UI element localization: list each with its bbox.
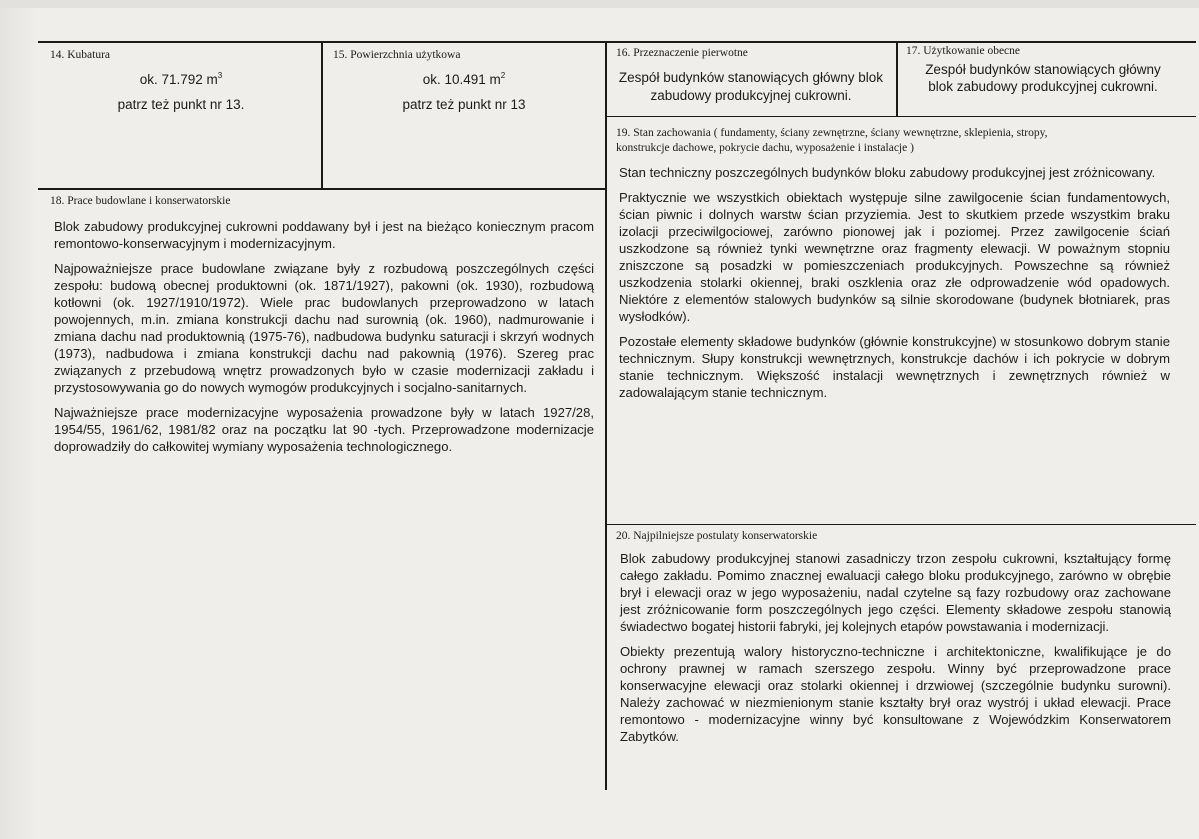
scan-top-edge (0, 0, 1199, 8)
kubatura-value (50, 70, 312, 89)
rule-above-18 (38, 188, 606, 190)
section-15-header: 15. Powierzchnia użytkowa (333, 49, 461, 61)
section-20-header: 20. Najpilniejsze postulaty konserwatorskie (616, 530, 818, 542)
kubatura-number: ok. 71.792 m (139, 72, 218, 87)
section-16-header: 16. Przeznaczenie pierwotne (616, 47, 748, 59)
stan-text (619, 164, 1170, 409)
stan-paragraph-1: Stan techniczny poszczególnych budynków bloku zabudowy produkcyjnej jest zróżnicowany. (619, 165, 1156, 180)
powierzchnia-value (333, 70, 595, 89)
section-17-header: 17. Użytkowanie obecne (906, 45, 1021, 57)
prace-paragraph-3: Najważniejsze prace modernizacyjne wyposażenia prowadzone były w latach 1927/28, 1954/55, 1961/62, 1981/82 oraz na początku lat 90 -tych. Przeprowadzone modernizacje doprowadziły do całkowitej wymiany wyposażenia technologicznego. (54, 405, 594, 454)
powierzchnia-unit-exponent: 2 (500, 71, 506, 80)
prace-paragraph-2: Najpoważniejsze prace budowlane związane były z rozbudową poszczególnych części zespołu: budową obecnej produktowni (ok. 1871/1927), pakowni (ok. 1930), rozbudową kotłowni (ok. 1927/1910/1972). Wiele prac budowlanych przeprowadzono w latach powojennych, m.in. zmiana konstrukcji dachu nad surownią (ok. 1960), nadmurowanie i zmiana dachu nad produktownią (1975-76), nadbudowa budynku saturacji i skrzyń wodnych (1973), nadbudowa i zmiana konstrukcji dachu nad pakownią (1976). Szereg prac związanych z przebudową wnętrz prowadzonych było w czasie modernizacji zakładu i przystosowywania go do nowych wymogów produkcyjnych i socjalno-sanitarnych. (54, 261, 594, 395)
przeznaczenie-line-1: Zespół budynków stanowiących główny blok (618, 70, 884, 85)
section-18-header: 18. Prace budowlane i konserwatorskie (50, 195, 231, 207)
section-19-header-line-2: konstrukcje dachowe, pokrycie dachu, wyposażenie i instalacje ) (616, 142, 914, 154)
powierzchnia-note: patrz też punkt nr 13 (402, 97, 526, 112)
stan-paragraph-2: Praktycznie we wszystkich obiektach występuje silne zawilgocenie ścian fundamentowych, ścian piwnic i dolnych warstw ścian przyziemia. Jest to skutkiem przede wszystkim braku izolacji przeciwilgociowej, zarówno pionowej jak i poziomej. Przez zawilgocenie ściań uszkodzone są również tynki wewnętrzne oraz fragmenty elewacji. W poważnym stopniu zniszczone są posadzki w pomieszczeniach produkcyjnych. Powszechne są również uszkodzenia stolarki okiennej, braki oszklenia oraz złe odprowadzenie wód opadowych. Niektóre z elementów stalowych budynków są silnie skorodowane (budynek błotniarek, pras wysłodków). (619, 190, 1170, 324)
top-rule (38, 41, 1196, 43)
powierzchnia-number: ok. 10.491 m (422, 72, 501, 87)
kubatura-note: patrz też punkt nr 13. (117, 97, 245, 112)
prace-paragraph-1: Blok zabudowy produkcyjnej cukrowni poddawany był i jest na bieżąco koniecznym pracom remontowo-konserwacyjnym i modernizacyjnym. (54, 219, 594, 251)
stan-paragraph-3: Pozostałe elementy składowe budynków (głównie konstrukcyjne) w stosunkowo dobrym stanie technicznym. Słupy konstrukcji wewnętrznych, konstrukcje dachów i ich pokrycie w dobrym stanie technicznym. Większość instalacji wewnętrznych i zewnętrznych również w zadowalającym stanie technicznym. (619, 334, 1170, 400)
section-19-header-line-1: 19. Stan zachowania ( fundamenty, ściany zewnętrzne, ściany wewnętrzne, sklepienia, stropy, (616, 127, 1048, 139)
scan-margin (0, 0, 38, 839)
prace-text (54, 218, 594, 463)
divider-14-15 (321, 42, 323, 188)
przeznaczenie-line-2: zabudowy produkcyjnej cukrowni. (650, 88, 852, 103)
section-14-header: 14. Kubatura (50, 49, 111, 61)
divider-main (605, 42, 607, 790)
uzytkowanie-line-1: Zespół budynków stanowiących główny (925, 62, 1161, 77)
postulaty-paragraph-1: Blok zabudowy produkcyjnej stanowi zasadniczy trzon zespołu cukrowni, kształtujący formę całego zakładu. Pomimo znacznej ewaluacji całego bloku produkcyjnego, zarówno w obrębie brył i elewacji oraz w jego wyposażeniu, nadal czytelne są fazy rozbudowy oraz zachowane jest zróżnicowanie form poszczególnych jego części. Elementy składowe zespołu stanowią świadectwo bogatej historii fabryki, jej kolejnych etapów powstawania i modernizacji. (620, 551, 1171, 634)
rule-above-20 (606, 524, 1196, 525)
kubatura-unit-exponent: 3 (217, 71, 223, 80)
postulaty-paragraph-2: Obiekty prezentują walory historyczno-techniczne i architektoniczne, kwalifikujące je do ochrony prawnej w ramach szerszego zespołu. Winny być przeprowadzone prace konserwacyjne elewacji oraz stolarki okiennej i drzwiowej (szczególnie budynku surowni). Należy zachować w niezmienionym stanie kształty brył oraz wystrój i układ elewacji. Prace remontowo - modernizacyjne winny być konsultowane z Wojewódzkim Konserwatorem Zabytków. (620, 644, 1171, 744)
uzytkowanie-line-2: blok zabudowy produkcyjnej cukrowni. (928, 79, 1158, 94)
postulaty-text (620, 550, 1171, 753)
rule-under-16-17 (606, 116, 1196, 117)
